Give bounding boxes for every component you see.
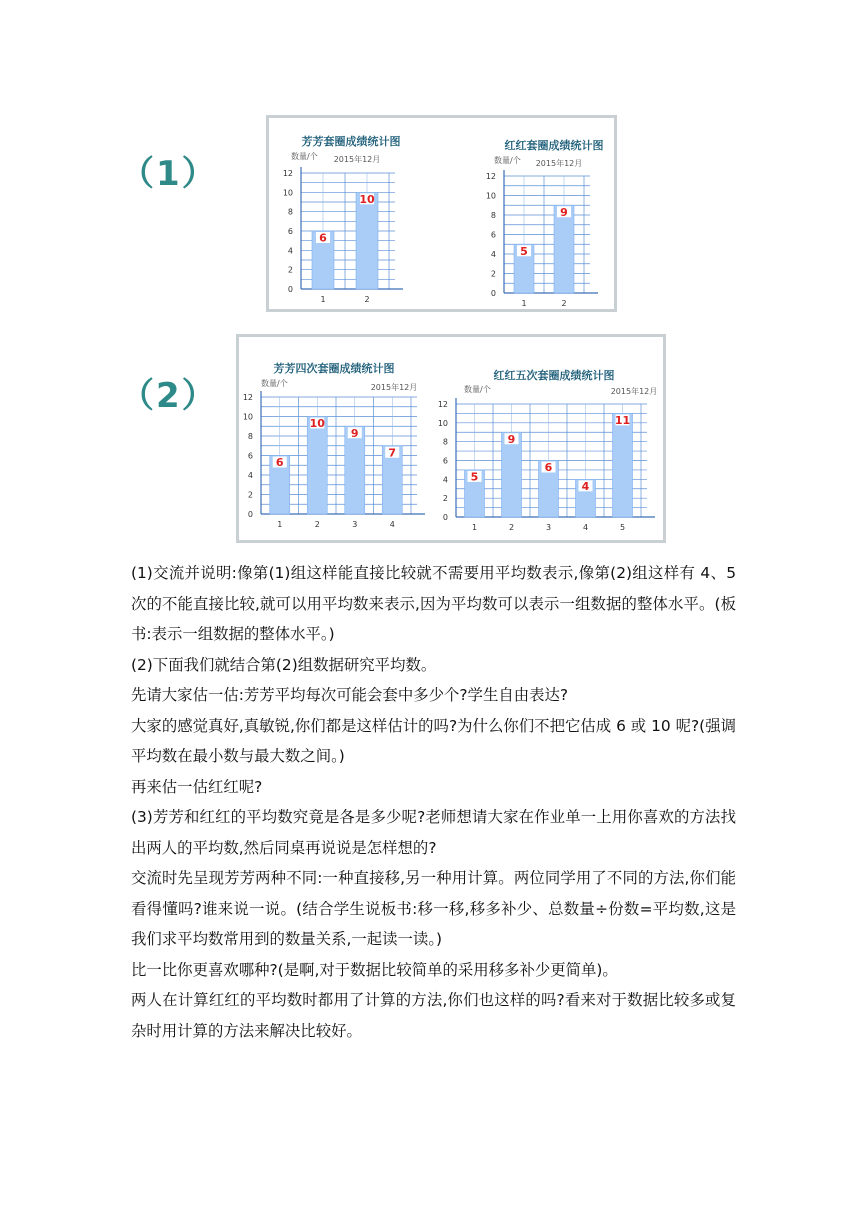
- paragraph: 大家的感觉真好,真敏锐,你们都是这样估计的吗?为什么你们不把它估成 6 或 10 呢?(强调平均数在最小数与最大数之间。): [131, 716, 736, 765]
- chart-honghong-1: [269, 118, 614, 309]
- y-tick-label: 2: [442, 494, 448, 504]
- y-tick-label: 10: [437, 418, 448, 428]
- bar-value-label: 11: [614, 413, 631, 427]
- paragraph: (2)下面我们就结合第(2)组数据研究平均数。: [131, 655, 437, 674]
- chart-date: 2015年12月: [610, 387, 658, 396]
- bar-value-label: 9: [350, 426, 359, 440]
- y-tick-label: 8: [247, 432, 253, 441]
- y-tick-label: 12: [242, 393, 253, 402]
- x-tick-label: 2: [561, 299, 567, 308]
- chart-date: 2015年12月: [333, 155, 381, 164]
- chart-title: 芳芳套圈成绩统计图: [301, 135, 401, 148]
- chart-title: 红红套圈成绩统计图: [504, 139, 604, 152]
- y-tick-label: 10: [242, 412, 253, 422]
- y-tick-label: 6: [442, 456, 448, 466]
- paragraph: 再来估一估红红呢?: [131, 777, 263, 796]
- y-axis-unit: 数量/个: [464, 385, 491, 394]
- chart-title: 芳芳四次套圈成绩统计图: [273, 362, 395, 375]
- chart-title: 红红五次套圈成绩统计图: [493, 369, 615, 382]
- x-tick-label: 3: [352, 520, 358, 529]
- chart-honghong-2: [239, 337, 663, 540]
- bar-value-label: 5: [520, 244, 528, 258]
- y-tick-label: 2: [490, 269, 496, 279]
- y-tick-label: 2: [287, 265, 293, 275]
- bar-value-label: 10: [359, 192, 375, 206]
- bar-value-label: 6: [275, 456, 284, 469]
- section-label-2: （2）: [120, 376, 218, 416]
- y-tick-label: 10: [485, 191, 496, 201]
- bar-value-label: 4: [581, 479, 590, 493]
- x-tick-label: 4: [582, 523, 589, 532]
- bar-value-label: 9: [560, 205, 568, 219]
- y-tick-label: 8: [490, 211, 496, 220]
- y-tick-label: 0: [442, 513, 448, 522]
- y-tick-label: 2: [247, 490, 253, 500]
- paragraph: (1)交流并说明:像第(1)组这样能直接比较就不需要用平均数表示,像第(2)组这样有 4、5 次的不能直接比较,就可以用平均数来表示,因为平均数可以表示一组数据的整体水平。(板书:表示一组数据的整体水平。): [131, 564, 736, 643]
- x-tick-label: 3: [545, 523, 552, 532]
- y-tick-label: 8: [442, 437, 448, 447]
- y-tick-label: 12: [282, 169, 293, 178]
- y-tick-label: 0: [490, 289, 496, 298]
- y-tick-label: 8: [287, 207, 293, 217]
- y-tick-label: 10: [282, 188, 293, 198]
- y-tick-label: 6: [247, 451, 253, 461]
- y-axis-unit: 数量/个: [291, 152, 318, 161]
- y-axis-unit: 数量/个: [494, 156, 521, 165]
- chart-panel-1: [266, 115, 617, 312]
- bar-value-label: 6: [319, 231, 327, 245]
- section-label-1: （1）: [120, 154, 218, 194]
- bar-value-label: 7: [388, 446, 397, 460]
- chart-date: 2015年12月: [370, 383, 418, 392]
- bar-value-label: 9: [507, 432, 516, 446]
- chart-panel-2: [236, 334, 666, 543]
- x-tick-label: 1: [521, 299, 527, 308]
- y-tick-label: 4: [490, 250, 496, 259]
- x-tick-label: 5: [619, 523, 626, 532]
- y-tick-label: 12: [485, 172, 496, 181]
- bar-value-label: 10: [309, 417, 325, 430]
- x-tick-label: 1: [320, 295, 326, 304]
- y-tick-label: 6: [490, 230, 496, 240]
- paragraph: 比一比你更喜欢哪种?(是啊,对于数据比较简单的采用移多补少更简单)。: [131, 960, 618, 979]
- x-tick-label: 2: [314, 520, 320, 529]
- y-tick-label: 0: [287, 285, 293, 294]
- y-tick-label: 4: [287, 246, 293, 256]
- y-tick-label: 4: [247, 471, 253, 480]
- x-tick-label: 1: [277, 520, 283, 529]
- paragraph: (3)芳芳和红红的平均数究竟是各是多少呢?老师想请大家在作业单一上用你喜欢的方法找出两人的平均数,然后同桌再说说是怎样想的?: [131, 808, 736, 857]
- bar: [613, 413, 633, 517]
- y-tick-label: 0: [247, 510, 253, 519]
- chart-date: 2015年12月: [535, 159, 583, 168]
- y-tick-label: 12: [437, 400, 448, 409]
- y-axis-unit: 数量/个: [261, 379, 288, 388]
- x-tick-label: 4: [389, 520, 395, 529]
- paragraph: 先请大家估一估:芳芳平均每次可能会套中多少个?学生自由表达?: [131, 686, 569, 704]
- paragraph: 两人在计算红红的平均数时都用了计算的方法,你们也这样的吗?看来对于数据比较多或复杂时用计算的方法来解决比较好。: [131, 991, 736, 1040]
- y-tick-label: 6: [287, 227, 293, 236]
- bar-value-label: 5: [470, 470, 479, 484]
- bar-value-label: 6: [544, 461, 553, 474]
- paragraph: 交流时先呈现芳芳两种不同:一种直接移,另一种用计算。两位同学用了不同的方法,你们能看得懂吗?谁来说一说。(结合学生说板书:移一移,移多补少、总数量÷份数=平均数,这是我们求平均数常用到的数量关系,一起读一读。): [131, 869, 736, 948]
- y-tick-label: 4: [442, 475, 448, 485]
- x-tick-label: 1: [471, 523, 478, 532]
- lesson-text: [131, 558, 736, 1046]
- x-tick-label: 2: [508, 523, 515, 532]
- x-tick-label: 2: [364, 295, 370, 304]
